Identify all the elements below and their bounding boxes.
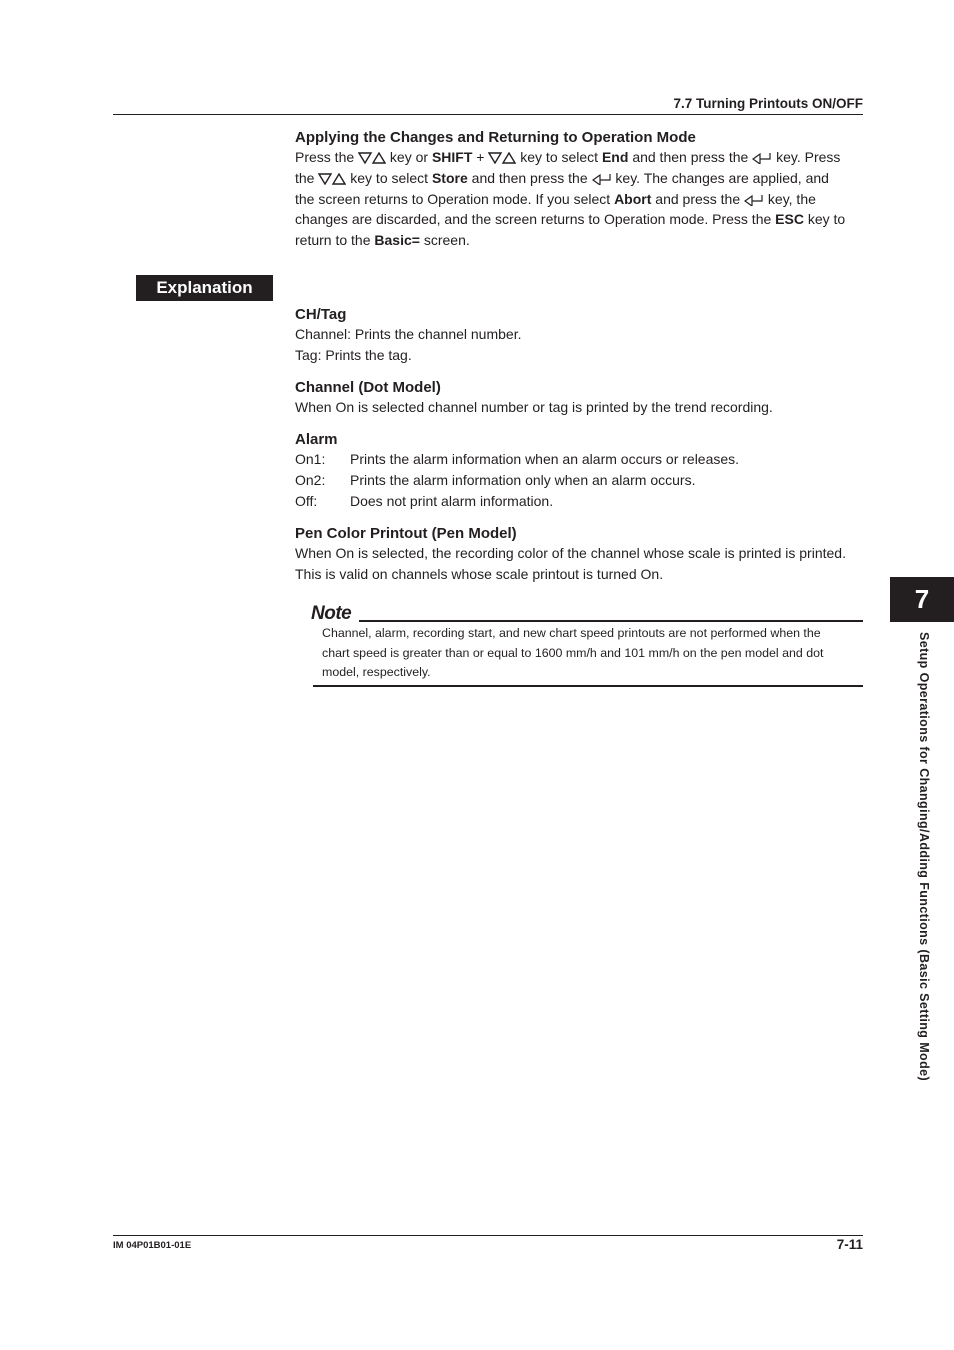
alarm-row-key: On1: — [295, 451, 326, 467]
note-bottom-rule — [313, 685, 863, 687]
note-line-3: model, respectively. — [322, 665, 431, 680]
apply-paragraph — [295, 147, 865, 251]
enter-key-icon — [744, 194, 764, 206]
chapter-side-title: Setup Operations for Changing/Adding Functions (Basic Setting Mode) — [917, 632, 931, 1082]
down-up-arrow-keys-icon — [318, 173, 346, 185]
chapter-tab: 7 — [890, 577, 954, 622]
document-id: IM 04P01B01-01E — [113, 1240, 192, 1251]
chtag-body — [295, 324, 521, 366]
down-up-arrow-keys-icon — [488, 152, 516, 164]
note-top-rule — [359, 620, 863, 622]
apply-line-4: changes are discarded, and the screen returns to Operation mode. Press the ESC key to — [295, 211, 846, 228]
section-title: 7.7 Turning Printouts ON/OFF — [673, 96, 863, 111]
page-number: 7-11 — [836, 1237, 863, 1252]
enter-key-icon — [592, 173, 612, 185]
footer-rule — [113, 1235, 863, 1236]
alarm-row — [295, 491, 739, 512]
alarm-row-key: On2: — [295, 471, 326, 488]
channel-dot-heading: Channel (Dot Model) — [295, 379, 441, 396]
chtag-line-1: Channel: Prints the channel number. — [295, 326, 522, 342]
header-rule — [113, 114, 863, 115]
explanation-label: Explanation — [136, 275, 273, 301]
note-title: Note — [311, 603, 352, 624]
pen-color-line-2: This is valid on channels whose scale printout is turned On. — [295, 565, 664, 582]
apply-heading: Applying the Changes and Returning to Operation Mode — [295, 129, 696, 146]
note-line-2: chart speed is greater than or equal to 1600 mm/h and 101 mm/h on the pen model and dot — [322, 645, 824, 660]
alarm-row-key: Off: — [295, 492, 318, 509]
pen-color-body — [295, 543, 846, 585]
enter-key-icon — [752, 152, 772, 164]
channel-dot-body: When On is selected channel number or tag is printed by the trend recording. — [295, 399, 773, 415]
alarm-row-text: Prints the alarm information when an alarm occurs or releases. — [350, 451, 740, 467]
alarm-row-text: Does not print alarm information. — [350, 492, 554, 509]
pen-color-line-1: When On is selected, the recording color of the channel whose scale is printed is printed. — [295, 545, 846, 561]
alarm-row — [295, 449, 739, 470]
apply-line-3: the screen returns to Operation mode. If you select Abort and press the key, the — [295, 190, 816, 207]
pen-color-heading: Pen Color Printout (Pen Model) — [295, 525, 517, 542]
chtag-heading: CH/Tag — [295, 306, 347, 323]
note-line-1: Channel, alarm, recording start, and new chart speed printouts are not performed when the — [322, 626, 821, 640]
apply-line-1: Press the key or SHIFT + key to select End and then press the key. Press — [295, 149, 841, 165]
alarm-row — [295, 470, 739, 491]
apply-line-2: the key to select Store and then press the key. The changes are applied, and — [295, 169, 829, 186]
note-text — [322, 624, 852, 683]
alarm-list — [295, 449, 739, 511]
chtag-line-2: Tag: Prints the tag. — [295, 346, 412, 363]
alarm-row-text: Prints the alarm information only when an alarm occurs. — [350, 471, 696, 488]
down-up-arrow-keys-icon — [358, 152, 386, 164]
apply-line-5: return to the Basic= screen. — [295, 232, 470, 249]
alarm-heading: Alarm — [295, 431, 338, 448]
